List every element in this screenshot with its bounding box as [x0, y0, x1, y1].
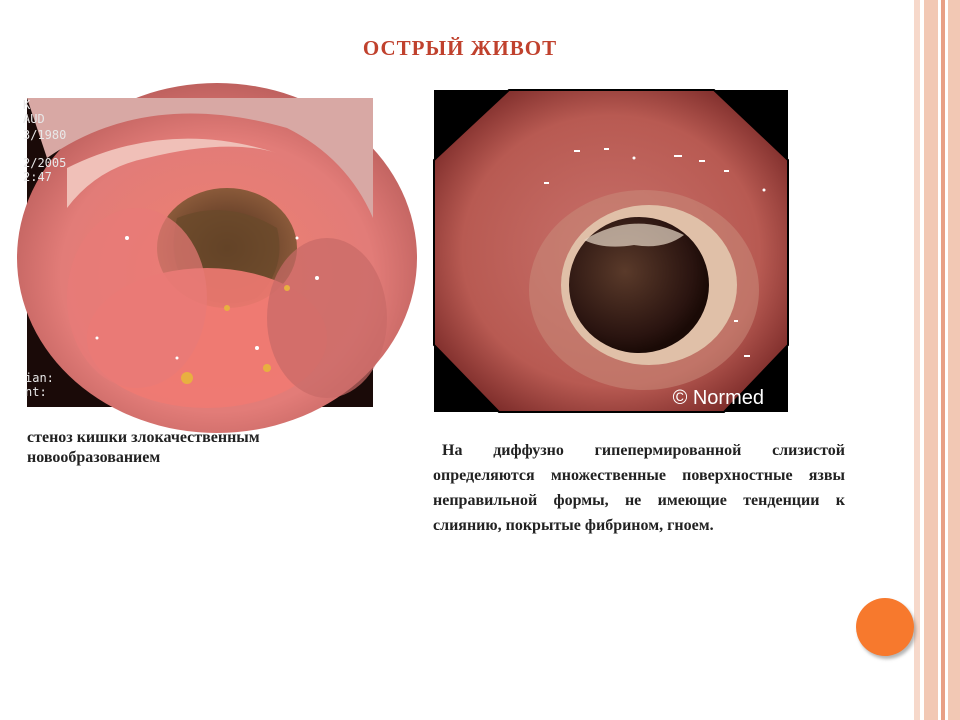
overlay-line: AUD — [23, 112, 45, 126]
overlay-line: 3/1980 — [23, 128, 67, 142]
stripe — [941, 0, 945, 720]
overlay-line: ian: — [25, 371, 54, 385]
image-overlay-text — [23, 98, 66, 184]
stripe — [924, 0, 938, 720]
overlay-line: nt: — [25, 385, 47, 399]
endoscopy-image-stenosis — [23, 98, 373, 407]
overlay-line: K — [23, 98, 31, 112]
overlay-line: 2/2005 — [23, 156, 67, 170]
stripe — [948, 0, 960, 720]
endoscopy-image-ulcers — [434, 90, 788, 412]
decorative-side-stripes — [914, 0, 960, 720]
decorative-circle — [856, 598, 914, 656]
image-watermark: © Normed — [672, 387, 764, 409]
slide-title: ОСТРЫЙ ЖИВОТ — [362, 36, 558, 60]
overlay-line: 2:47 — [23, 170, 52, 184]
stripe — [914, 0, 920, 720]
caption-right: На диффузно гипепермированной слизистой определяются множественные поверхностные язвы неправильной формы, не имеющие тенденции к слиянию, покрытые фибрином, гноем. — [433, 442, 845, 534]
caption-left: стеноз кишки злокачественным новообразованием — [27, 429, 260, 466]
image-overlay-text-bottom — [25, 371, 54, 399]
